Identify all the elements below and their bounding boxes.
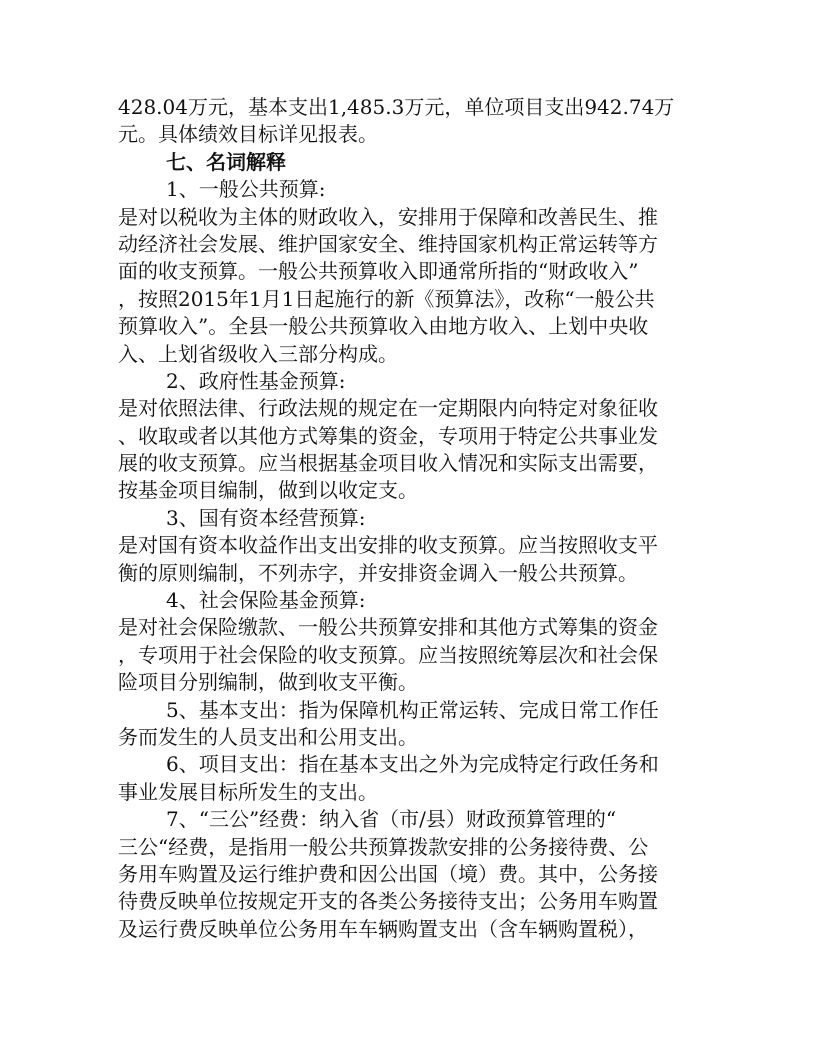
text-line: 3、国有资本经营预算: <box>166 505 366 530</box>
text-line: 是对国有资本收益作出支出安排的收支预算。应当按照收支平 <box>118 533 658 558</box>
text-line: 是对依照法律、行政法规的规定在一定期限内向特定对象征收 <box>118 396 658 421</box>
text-line: 5、基本支出：指为保障机构正常运转、完成日常工作任 <box>166 697 659 722</box>
text-line: 三公“经费，是指用一般公共预算拨款安排的公务接待费、公 <box>118 834 649 859</box>
text-line: 动经济社会发展、维护国家安全、维持国家机构正常运转等方 <box>118 231 658 256</box>
text-line: 元。具体绩效目标详见报表。 <box>118 122 378 147</box>
text-line: 事业发展目标所发生的支出。 <box>118 779 378 804</box>
text-line: 务用车购置及运行维护费和因公出国（境）费。其中，公务接 <box>118 861 658 886</box>
text-line: 是对以税收为主体的财政收入，安排用于保障和改善民生、推 <box>118 204 658 229</box>
text-line: 展的收支预算。应当根据基金项目收入情况和实际支出需要， <box>118 451 658 476</box>
text-line: 待费反映单位按规定开支的各类公务接待支出；公务用车购置 <box>118 889 658 914</box>
text-line: 428.04万元，基本支出1,485.3万元，单位项目支出942.74万 <box>118 95 675 119</box>
document-body <box>118 94 702 943</box>
text-line: 7、“三公”经费：纳入省（市/县）财政预算管理的“ <box>166 807 617 832</box>
text-line: 险项目分别编制，做到收支平衡。 <box>118 670 418 695</box>
text-line: 按基金项目编制，做到以收定支。 <box>118 478 418 503</box>
text-line: 1、一般公共预算: <box>166 177 326 202</box>
text-line: 2、政府性基金预算: <box>166 368 346 393</box>
text-line: 预算收入”。全县一般公共预算收入由地方收入、上划中央收 <box>118 314 649 339</box>
text-line: 6、项目支出：指在基本支出之外为完成特定行政任务和 <box>166 752 659 777</box>
text-line: 是对社会保险缴款、一般公共预算安排和其他方式筹集的资金 <box>118 615 658 640</box>
text-line: 衡的原则编制，不列赤字，并安排资金调入一般公共预算。 <box>118 560 638 585</box>
text-line: ，按照2015年1月1日起施行的新《预算法》，改称“一般公共 <box>118 286 655 311</box>
text-line: 、收取或者以其他方式筹集的资金，专项用于特定公共事业发 <box>118 423 658 448</box>
text-line: 4、社会保险基金预算: <box>166 588 366 613</box>
text-line: 面的收支预算。一般公共预算收入即通常所指的“财政收入” <box>118 259 639 284</box>
section-heading: 七、名词解释 <box>166 149 286 174</box>
text-line: 入、上划省级收入三部分构成。 <box>118 341 398 366</box>
text-line: 务而发生的人员支出和公用支出。 <box>118 724 418 749</box>
text-line: ，专项用于社会保险的收支预算。应当按照统筹层次和社会保 <box>118 642 658 667</box>
text-line: 及运行费反映单位公务用车车辆购置支出（含车辆购置税）， <box>118 916 648 941</box>
